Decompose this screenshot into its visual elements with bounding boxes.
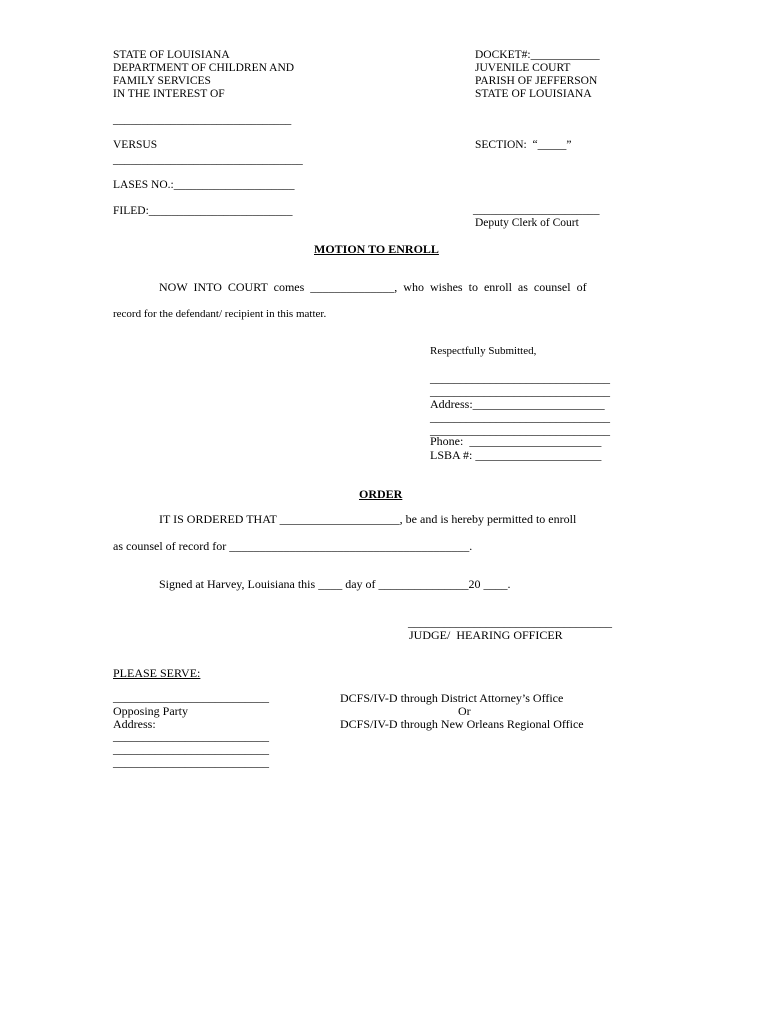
state: STATE OF LOUISIANA — [475, 88, 592, 100]
respectfully-submitted: Respectfully Submitted, — [430, 345, 537, 357]
address-line-2: ______________________________ — [430, 410, 610, 424]
parish: PARISH OF JEFFERSON — [475, 75, 598, 87]
dcfs-new-orleans: DCFS/IV-D through New Orleans Regional Office — [340, 717, 584, 731]
header-family-services: FAMILY SERVICES — [113, 75, 211, 87]
address-field: Address:______________________ — [430, 397, 605, 411]
order-title: ORDER — [359, 487, 403, 501]
section-field: SECTION: “_____” — [475, 139, 572, 151]
header-interest-of: IN THE INTEREST OF — [113, 88, 225, 100]
serve-line-a: __________________________ — [113, 690, 269, 704]
serve-address-label: Address: — [113, 717, 156, 731]
judge-signature-line: __________________________________ — [408, 615, 612, 629]
filed-field: FILED:_________________________ — [113, 205, 293, 217]
interest-of-blank: _______________________________ — [113, 114, 292, 126]
lsba-field: LSBA #: _____________________ — [430, 448, 602, 462]
or-label: Or — [458, 704, 471, 718]
judge-label: JUDGE/ HEARING OFFICER — [409, 628, 563, 642]
motion-title: MOTION TO ENROLL — [314, 242, 439, 256]
order-line1: IT IS ORDERED THAT ____________________, be and is hereby permitted to enroll — [159, 512, 577, 526]
header-state: STATE OF LOUISIANA — [113, 49, 230, 61]
juvenile-court: JUVENILE COURT — [475, 62, 571, 74]
header-department: DEPARTMENT OF CHILDREN AND — [113, 62, 295, 74]
please-serve-title: PLEASE SERVE: — [113, 666, 201, 680]
clerk-signature-line: ______________________ — [473, 204, 600, 216]
deputy-clerk-label: Deputy Clerk of Court — [475, 217, 579, 229]
opposing-party-label: Opposing Party — [113, 704, 188, 718]
serve-line-b: __________________________ — [113, 729, 269, 743]
versus-blank: _________________________________ — [113, 154, 303, 166]
docket-field: DOCKET#:____________ — [475, 49, 600, 61]
lases-no-field: LASES NO.:_____________________ — [113, 179, 295, 191]
motion-paragraph-line2: record for the defendant/ recipient in this matter. — [113, 308, 327, 320]
serve-line-c: __________________________ — [113, 742, 269, 756]
order-line2: as counsel of record for ________________________________________. — [113, 539, 473, 553]
motion-paragraph-line1: NOW INTO COURT comes ______________, who wishes to enroll as counsel of — [159, 280, 587, 294]
signed-at-line: Signed at Harvey, Louisiana this ____ day of _______________20 ____. — [159, 577, 511, 591]
dcfs-district-attorney: DCFS/IV-D through District Attorney’s Office — [340, 691, 564, 705]
phone-field: Phone: ______________________ — [430, 434, 602, 448]
serve-line-d: __________________________ — [113, 755, 269, 769]
address-line-3: ______________________________ — [430, 423, 610, 437]
versus-label: VERSUS — [113, 139, 158, 151]
signature-line-2: ______________________________ — [430, 384, 610, 398]
signature-line-1: ______________________________ — [430, 371, 610, 385]
